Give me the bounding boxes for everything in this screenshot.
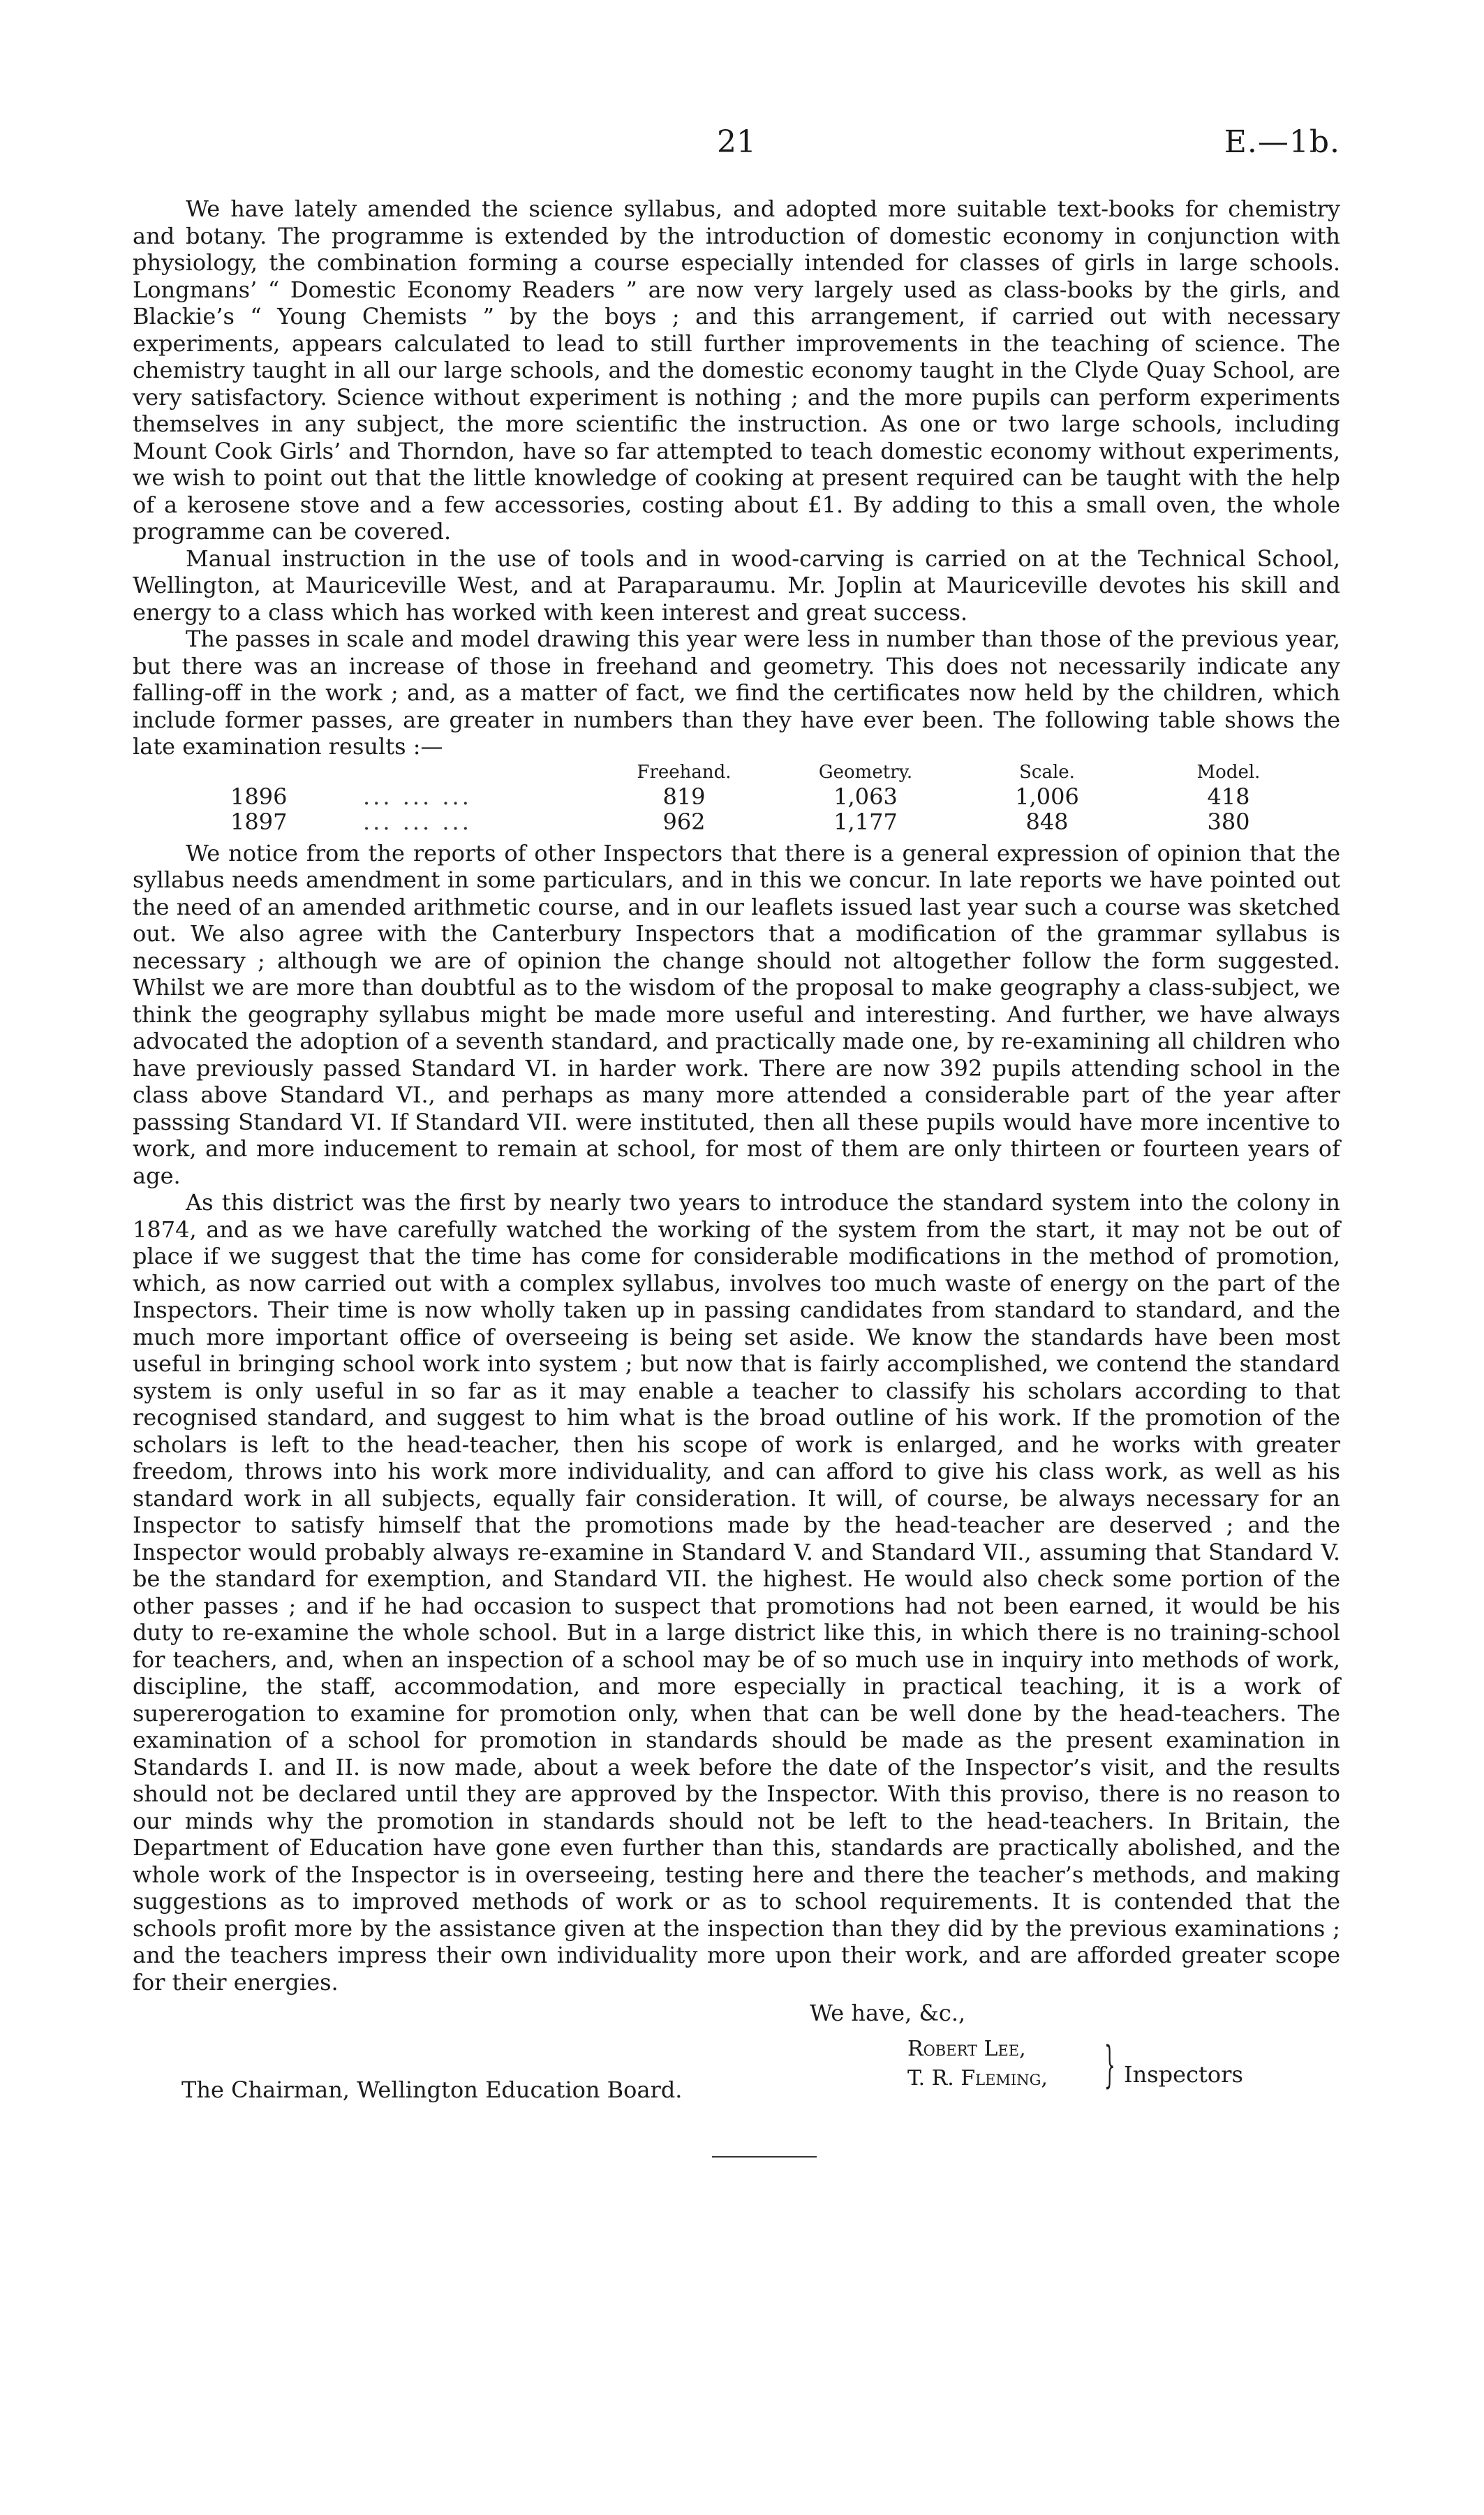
table-header-scale: Scale. [1019,761,1075,783]
table-cell-leader-dots: ... ... ... [363,808,472,835]
page-number: 21 [717,124,756,160]
table-cell-year: 1897 [230,808,288,835]
closing-rule-divider [712,2156,817,2158]
examination-results-table [230,762,1319,834]
signatory-name: Robert Lee, [907,2037,1026,2061]
signatory-role: Inspectors [1124,2061,1243,2088]
table-cell-freehand: 962 [662,808,706,835]
table-row [230,784,1319,809]
table-cell-freehand: 819 [662,783,706,810]
table-header-freehand: Freehand. [637,761,732,783]
signatory-names [907,2035,1048,2093]
table-cell-geometry: 1,177 [833,808,898,835]
brace-icon: } [1104,2036,1115,2093]
body-text [133,196,1340,2104]
table-cell-model: 418 [1207,783,1250,810]
table-cell-leader-dots: ... ... ... [363,783,472,810]
paragraph-science-syllabus: We have lately amended the science syllabus, and adopted more suitable text-books for chemistry and botany. The programme is extended by the introduction of domestic economy in conjunction with physiology, the combination forming a course especially intended for classes of girls in large schools. Longmans’ “ Domestic Economy Readers ” are now very largely used as class-books by the girls, and Blackie’s “ Young Chemists ” by the boys ; and this arrangement, if carried out with necessary experiments, appears calculated to lead to still further improvements in the teaching of science. The chemistry taught in all our large schools, and the domestic economy taught in the Clyde Quay School, are very satisfactory. Science without experiment is nothing ; and the more pupils can perform experiments themselves in any subject, the more scientific the instruction. As one or two large schools, including Mount Cook Girls’ and Thorndon, have so far attempted to teach domestic economy without experiments, we wish to point out that the little knowledge of cooking at present required can be taught with the help of a kerosene stove and a few accessories, costing about £1. By adding to this a small oven, the whole programme can be covered. [133,196,1340,545]
table-cell-geometry: 1,063 [833,783,898,810]
table-cell-year: 1896 [230,783,288,810]
table-cell-scale: 848 [1025,808,1069,835]
closing-salutation: We have, &c., [810,2000,966,2026]
signatory-name: T. R. Fleming, [907,2066,1048,2090]
table-cell-model: 380 [1207,808,1250,835]
document-reference: E.—1b. [1224,124,1340,160]
signoff-block [133,2000,1340,2104]
table-cell-scale: 1,006 [1015,783,1079,810]
table-header-empty [363,762,593,784]
table-header-empty [230,762,363,784]
paragraph-drawing-passes: The passes in scale and model drawing this year were less in number than those of the previous year, but there was an increase of those in freehand and geometry. This does not necessarily indicate any falling-off in the work ; and, as a matter of fact, we find the certificates now held by the children, which include former passes, are greater in numbers than they have ever been. The following table shows the late examination results :— [133,626,1340,760]
table-header-row [230,762,1319,784]
paragraph-standard-system: As this district was the first by nearly two years to introduce the standard system into the colony in 1874, and as we have carefully watched the working of the system from the start, it may not be out of place if we suggest that the time has come for considerable modifications in the method of promotion, which, as now carried out with a complex syllabus, involves too much waste of energy on the part of the Inspectors. Their time is now wholly taken up in passing candidates from standard to standard, and the much more important office of overseeing is being set aside. We know the standards have been most useful in bringing school work into system ; but now that is fairly accomplished, we contend the standard system is only useful in so far as it may enable a teacher to classify his scholars according to that recognised standard, and suggest to him what is the broad outline of his work. If the promotion of the scholars is left to the head-teacher, then his scope of work is enlarged, and he works with greater freedom, throws into his work more individuality, and can afford to give his class work, as well as his standard work in all subjects, equally fair consideration. It will, of course, be always necessary for an Inspector to satisfy himself that the promotions made by the head-teacher are deserved ; and the Inspector would probably always re-examine in Standard V. and Standard VII., assuming that Standard V. be the standard for exemption, and Standard VII. the highest. He would also check some portion of the other passes ; and if he had occasion to suspect that promotions had not been earned, it would be his duty to re-examine the whole school. But in a large district like this, in which there is no training-school for teachers, and, when an inspection of a school may be of so much use in inquiry into methods of work, discipline, the staff, accommodation, and more especially in practical teaching, it is a work of supererogation to examine for promotion only, when that can be well done by the head-teachers. The examination of a school for promotion in standards should be made as the present examination in Standards I. and II. is now made, about a week before the date of the Inspector’s visit, and the results should not be declared until they are approved by the Inspector. With this proviso, there is no reason to our minds why the promotion in standards should not be left to the head-teachers. In Britain, the Department of Education have gone even further than this, standards are practically abolished, and the whole work of the Inspector is in overseeing, testing here and there the teacher’s methods, and making suggestions as to improved methods of work or as to school requirements. It is contended that the schools profit more by the assistance given at the inspection than they did by the previous examinations ; and the teachers impress their own individuality more upon their work, and are afforded greater scope for their energies. [133,1189,1340,1996]
page-header [133,124,1340,173]
table-header-model: Model. [1196,761,1261,783]
table-header-geometry: Geometry. [818,761,913,783]
addressee: The Chairman, Wellington Education Board. [181,2077,683,2103]
paragraph-syllabus-amendment: We notice from the reports of other Inspectors that there is a general expression of opinion that the syllabus needs amendment in some particulars, and in this we concur. In late reports we have pointed out the need of an amended arithmetic course, and in our leaflets issued last year such a course was sketched out. We also agree with the Canterbury Inspectors that a modification of the grammar syllabus is necessary ; although we are of opinion the change should not altogether follow the form suggested. Whilst we are more than doubtful as to the wisdom of the proposal to make geography a class-subject, we think the geography syllabus might be made more useful and interesting. And further, we have always advocated the adoption of a seventh standard, and practically made one, by re-examining all children who have previously passed Standard VI. in harder work. There are now 392 pupils attending school in the class above Standard VI., and perhaps as many more attended a considerable part of the year after passsing Standard VI. If Standard VII. were instituted, then all these pupils would have more incentive to work, and more inducement to remain at school, for most of them are only thirteen or fourteen years of age. [133,839,1340,1189]
paragraph-manual-instruction: Manual instruction in the use of tools and in wood-carving is carried on at the Technical School, Wellington, at Mauriceville West, and at Paraparaumu. Mr. Joplin at Mauriceville devotes his skill and energy to a class which has worked with keen interest and great success. [133,545,1340,626]
table-row [230,809,1319,834]
